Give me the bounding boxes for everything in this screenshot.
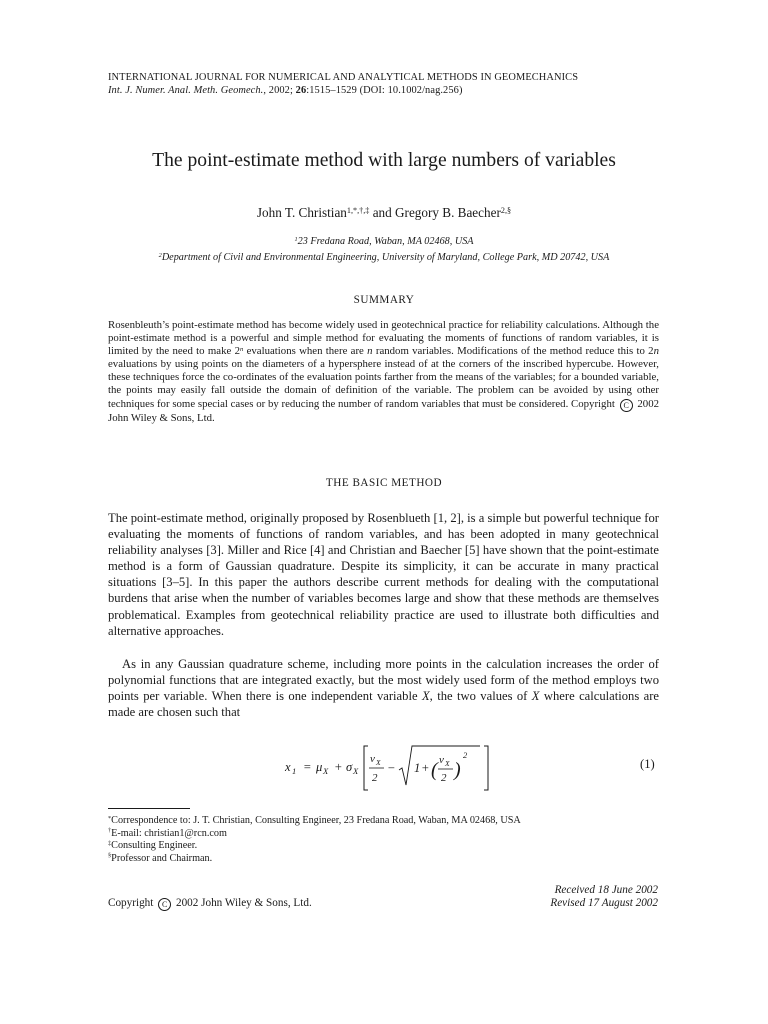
paper-title: The point-estimate method with large numbers of variables [152,150,616,171]
journal-name: INTERNATIONAL JOURNAL FOR NUMERICAL AND ANALYTICAL METHODS IN GEOMECHANICS [108,72,579,83]
eq-frac2-nu-sub: X [445,759,450,768]
summary-heading: SUMMARY [353,294,415,306]
eq-sigma: σ [346,760,353,774]
copyright-icon: C [158,898,171,911]
eq-lhs-x: x [285,760,291,774]
received-date: Received 18 June 2002 [554,884,658,896]
basic-method-heading: THE BASIC METHOD [325,477,443,489]
received-dates [550,884,658,911]
eq-lhs-sub: 1 [292,766,297,776]
eq-right-paren: ) [454,759,461,781]
eq-minus: − [387,761,396,775]
eq-plus: + [334,760,343,774]
revised-date: Revised 17 August 2002 [550,897,658,910]
affiliation-1: $^1$23 Fredana Road, Waban, MA 02468, USA [294,235,474,247]
footnote-email: †E-mail: christian1@rcn.com [108,827,227,839]
eq-equals: = [303,760,312,774]
eq-left-paren: ( [431,759,438,781]
eq-right-bracket [484,746,488,790]
equation-number: (1) [640,757,655,771]
eq-frac2-nu: ν [439,754,444,766]
journal-header [108,71,578,97]
eq-frac1-nu-sub: X [376,758,381,767]
affiliation-2: $^2$Department of Civil and Environmental Engineering, University of Maryland, College Park, MD 20742, USA [158,251,610,263]
eq-mu-sub: X [323,766,329,776]
author-baecher: Gregory B. Baecher [395,205,501,220]
basic-method-paragraph-1: The point-estimate method, originally proposed by Rosenblueth [1, 2], is a simple but powerful technique for evaluating the moments of functions of random variables, and has been adopted in many geotechnical reliability analyses [3]. Miller and Rice [4] and Christian and Baecher [5] have shown that the point-estimate method is a form of Gaussian quadrature. Despite its simplicity, it can be accurate in many practical situations [3–5]. In this paper the authors describe current methods for dealing with the computational burdens that arise when the number of variables becomes large and show that these methods are themselves problematical. Examples from geotechnical reliability practice are used to illustrate both difficulties and alternative approaches. [108,511,659,638]
eq-frac1-nu: ν [370,753,375,765]
footnote-consulting: ‡Consulting Engineer. [108,839,198,852]
equation-1 [283,743,493,793]
eq-one: 1 [414,761,421,775]
footer-copyright: Copyright C 2002 John Wiley & Sons, Ltd. [108,897,312,909]
copyright-icon: C [620,399,633,412]
author-christian: John T. Christian [256,205,347,220]
volume-number: 26 [295,85,307,96]
footnote-divider [108,808,190,809]
summary-text: Rosenbleuth’s point-estimate method has become widely used in geotechnical practice for reliability calculations. Although the point-estimate method is a powerful and simple method for evaluating the moments of functions of random variables, it is limited by the need to make 2$^n$ evaluations when there are n random variables. Modifications of the method reduce this to 2n evaluations by using points on the diameters of a hypersphere instead of at the corners of the inscribed hypercube. However, these techniques force the co-ordinates of the evaluation points farther from the means of the variables; for a bounded variable, the points may easily fall outside the domain of definition of the variable. The problem can be avoided by using other techniques for some special cases or by reducing the number of random variables that must be considered. Copyright C 2002 John Wiley & Sons, Ltd. [108,319,659,424]
eq-plus-2: + [421,761,430,775]
eq-mu: μ [316,760,323,774]
journal-citation: Int. J. Numer. Anal. Meth. Geomech., 2002; 26:1515–1529 (DOI: 10.1002/nag.256) [108,85,463,96]
eq-sigma-sub: X [353,766,359,776]
footnote-correspondence: *Correspondence to: J. T. Christian, Consulting Engineer, 23 Fredana Road, Waban, MA 02468, USA [108,814,521,826]
basic-method-paragraph-2: As in any Gaussian quadrature scheme, including more points in the calculation increases the order of polynomial functions that are integrated exactly, but the most widely used form of the method employs two points per variable. When there is one independent variable X, the two values of X where calculations are made are chosen such that [108,657,660,720]
author-line: John T. Christian$^{1,*,\dagger,\ddagger}$ and Gregory B. Baecher$^{2,\S}$ [256,205,512,220]
author-christian-marks: 1,*,†,‡ [346,205,370,215]
eq-frac2-two: 2 [441,772,447,784]
footnotes [108,815,521,865]
eq-frac1-two: 2 [372,772,378,784]
author-baecher-marks: 2,§ [500,205,512,215]
footnote-professor: §Professor and Chairman. [108,852,213,864]
eq-left-bracket [364,746,368,790]
eq-power: 2 [463,750,468,760]
